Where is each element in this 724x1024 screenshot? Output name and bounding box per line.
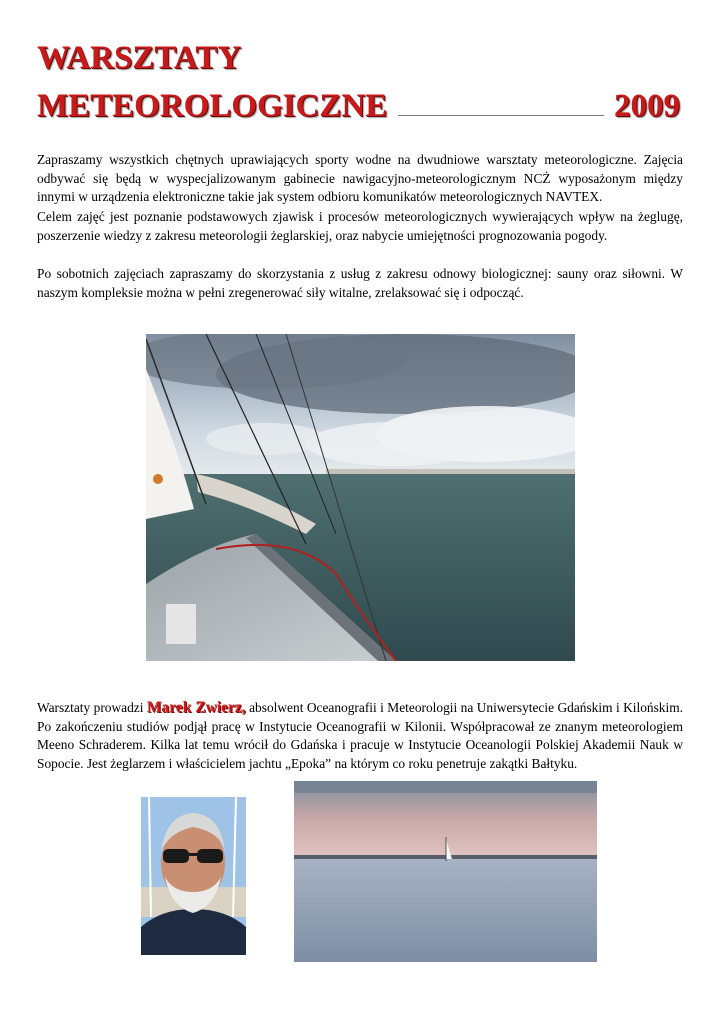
yacht-deck-photo: [146, 334, 575, 661]
page-title-line2: METEOROLOGICZNE: [37, 88, 388, 124]
instructor-name: Marek Zwierz,: [146, 699, 246, 716]
instructor-portrait-photo: [141, 797, 246, 955]
page-title-line1: WARSZTATY: [37, 40, 242, 76]
intro-paragraph-2: Celem zajęć jest poznanie podstawowych zjawisk i procesów meteorologicznych wywierających wpływ na żeglugę, poszerzenie wiedzy z zakresu meteorologii żeglarskiej, oraz nabycie umiejętności prognozowania pogody.: [37, 209, 683, 243]
evening-sea-photo: [294, 781, 597, 962]
instructor-paragraph: [37, 699, 683, 773]
title-rule: [398, 115, 604, 116]
page-title-year: 2009: [614, 88, 680, 124]
intro-paragraph-3: Po sobotnich zajęciach zapraszamy do skorzystania z usług z zakresu odnowy biologicznej: sauny oraz siłowni. W naszym kompleksie można w pełni zregenerować siły witalne, zrelaksować się i odpocząć.: [37, 266, 683, 300]
instructor-bio: absolwent Oceanografii i Meteorologii na Uniwersytecie Gdańskim i Kilońskim. Po zakończeniu studiów podjął pracę w Instytucie Oceanografii w Kilonii. Współpracował ze znanym meteorologiem Meeno Schraderem. Kilka lat temu wrócił do Gdańska i pracuje w Instytucie Oceanologii Polskiej Akademii Nauk w Sopocie. Jest żeglarzem i właścicielem jachtu „Epoka” na którym co roku penetruje zakątki Bałtyku.: [37, 700, 683, 771]
intro-paragraph-1: Zapraszamy wszystkich chętnych uprawiających sporty wodne na dwudniowe warsztaty meteorologiczne. Zajęcia odbywać się będą w wyspecjalizowanym gabinecie nawigacyjno-meteorologicznym NCŻ wyposażonym między innymi w urządzenia elektroniczne takie jak system odbioru komunikatów meteorologicznych NAVTEX.: [37, 152, 683, 204]
instructor-prefix: Warsztaty prowadzi: [37, 700, 147, 715]
